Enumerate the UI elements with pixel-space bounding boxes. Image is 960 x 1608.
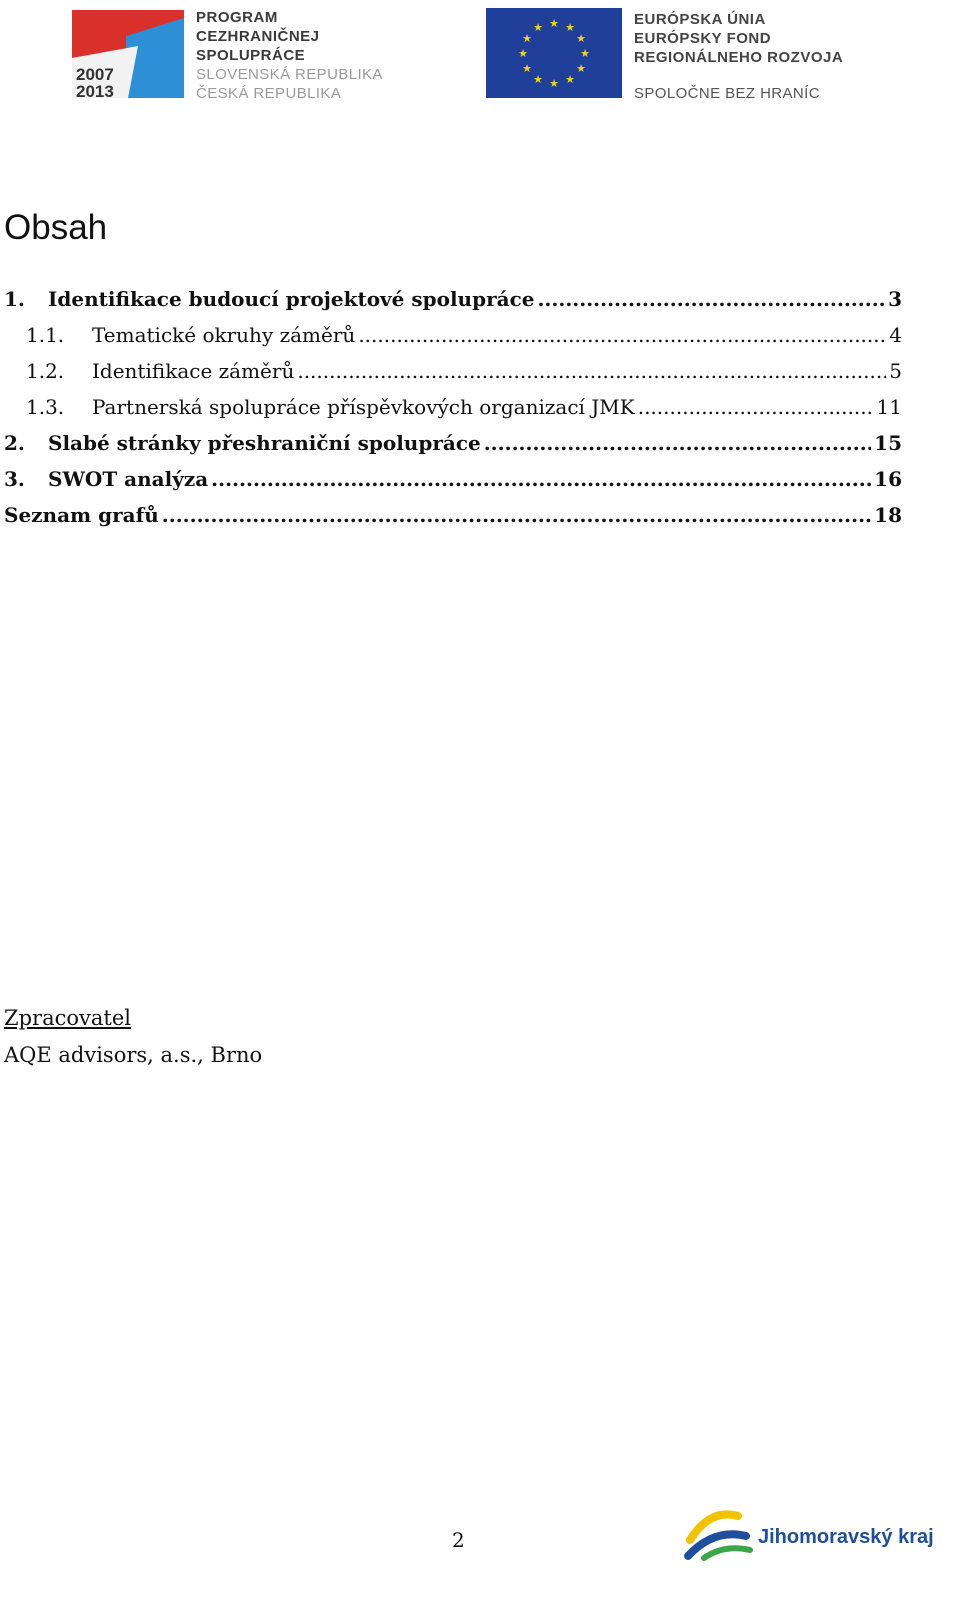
program-logo-line: CEZHRANIČNEJ	[196, 28, 320, 45]
svg-text:★: ★	[549, 77, 559, 90]
region-logo	[680, 1506, 940, 1566]
program-logo-line: PROGRAM	[196, 9, 278, 26]
eu-logo-line: REGIONÁLNEHO ROZVOJA	[634, 49, 844, 66]
toc-entry[interactable]	[4, 431, 902, 467]
program-logo-subline: ČESKÁ REPUBLIKA	[196, 85, 342, 102]
region-logo-mark-icon	[680, 1506, 756, 1562]
program-logo-line: SPOLUPRÁCE	[196, 47, 306, 64]
toc-entry[interactable]	[4, 359, 902, 395]
toc-dot-leader	[638, 395, 874, 419]
toc-entry-number: 1.1.	[26, 323, 65, 347]
toc-entry-title: Identifikace záměrů	[92, 359, 295, 383]
program-logo-mark-icon	[68, 6, 188, 102]
toc-dot-leader	[297, 359, 886, 383]
toc-entry-page: 4	[889, 323, 902, 347]
toc-dot-leader	[484, 431, 871, 455]
toc-dot-leader	[537, 287, 885, 311]
toc-entry[interactable]	[4, 395, 902, 431]
toc-entry[interactable]	[4, 467, 902, 503]
toc-entry[interactable]	[4, 323, 902, 359]
toc-entry-number: 1.	[4, 287, 25, 311]
page-number: 2	[452, 1528, 465, 1552]
program-logo-subline: SLOVENSKÁ REPUBLIKA	[196, 66, 383, 83]
eu-logo-line: EURÓPSKA ÚNIA	[634, 11, 766, 28]
eu-logo	[486, 8, 886, 104]
svg-text:★: ★	[533, 21, 543, 34]
processor-name: AQE advisors, a.s., Brno	[4, 1043, 263, 1067]
program-year-start: 2007	[76, 65, 114, 84]
svg-text:★: ★	[533, 73, 543, 86]
svg-text:★: ★	[565, 73, 575, 86]
toc-entry[interactable]	[4, 287, 902, 323]
toc-entry[interactable]	[4, 503, 902, 539]
page-title: Obsah	[4, 208, 108, 247]
svg-text:★: ★	[522, 32, 532, 45]
toc-entry-title: Seznam grafů	[4, 503, 159, 527]
svg-text:★: ★	[576, 62, 586, 75]
toc-entry-title: Identifikace budoucí projektové spolupráce	[48, 287, 535, 311]
toc-entry-page: 3	[888, 287, 902, 311]
toc-entry-number: 2.	[4, 431, 25, 455]
toc-entry-page: 5	[889, 359, 902, 383]
eu-logo-text	[634, 10, 843, 102]
program-logo-text	[196, 8, 383, 103]
toc-dot-leader	[358, 323, 886, 347]
toc-entry-page: 16	[874, 467, 902, 491]
program-year-end: 2013	[76, 82, 114, 101]
toc-entry-title: Tematické okruhy záměrů	[92, 323, 356, 347]
region-logo-text: Jihomoravský kraj	[758, 1526, 934, 1548]
svg-text:★: ★	[576, 32, 586, 45]
toc-entry-number: 1.3.	[26, 395, 65, 419]
toc-entry-title: SWOT analýza	[48, 467, 209, 491]
svg-text:★: ★	[522, 62, 532, 75]
toc-entry-title: Partnerská spolupráce příspěvkových organizací JMK	[92, 395, 635, 419]
program-logo	[68, 6, 428, 106]
table-of-contents	[4, 287, 902, 539]
eu-logo-tagline: SPOLOČNE BEZ HRANÍC	[634, 85, 820, 102]
toc-dot-leader	[211, 467, 871, 491]
svg-text:★: ★	[580, 47, 590, 60]
toc-entry-page: 15	[874, 431, 902, 455]
toc-entry-page: 18	[874, 503, 902, 527]
svg-text:★: ★	[565, 21, 575, 34]
toc-entry-page: 11	[876, 395, 902, 419]
toc-entry-number: 3.	[4, 467, 25, 491]
svg-text:★: ★	[549, 17, 559, 30]
processor-label: Zpracovatel	[4, 1006, 131, 1030]
toc-entry-title: Slabé stránky přeshraniční spolupráce	[48, 431, 481, 455]
svg-text:★: ★	[518, 47, 528, 60]
toc-dot-leader	[162, 503, 871, 527]
eu-logo-line: EURÓPSKY FOND	[634, 30, 772, 47]
toc-entry-number: 1.2.	[26, 359, 65, 383]
eu-flag-icon	[486, 8, 622, 98]
